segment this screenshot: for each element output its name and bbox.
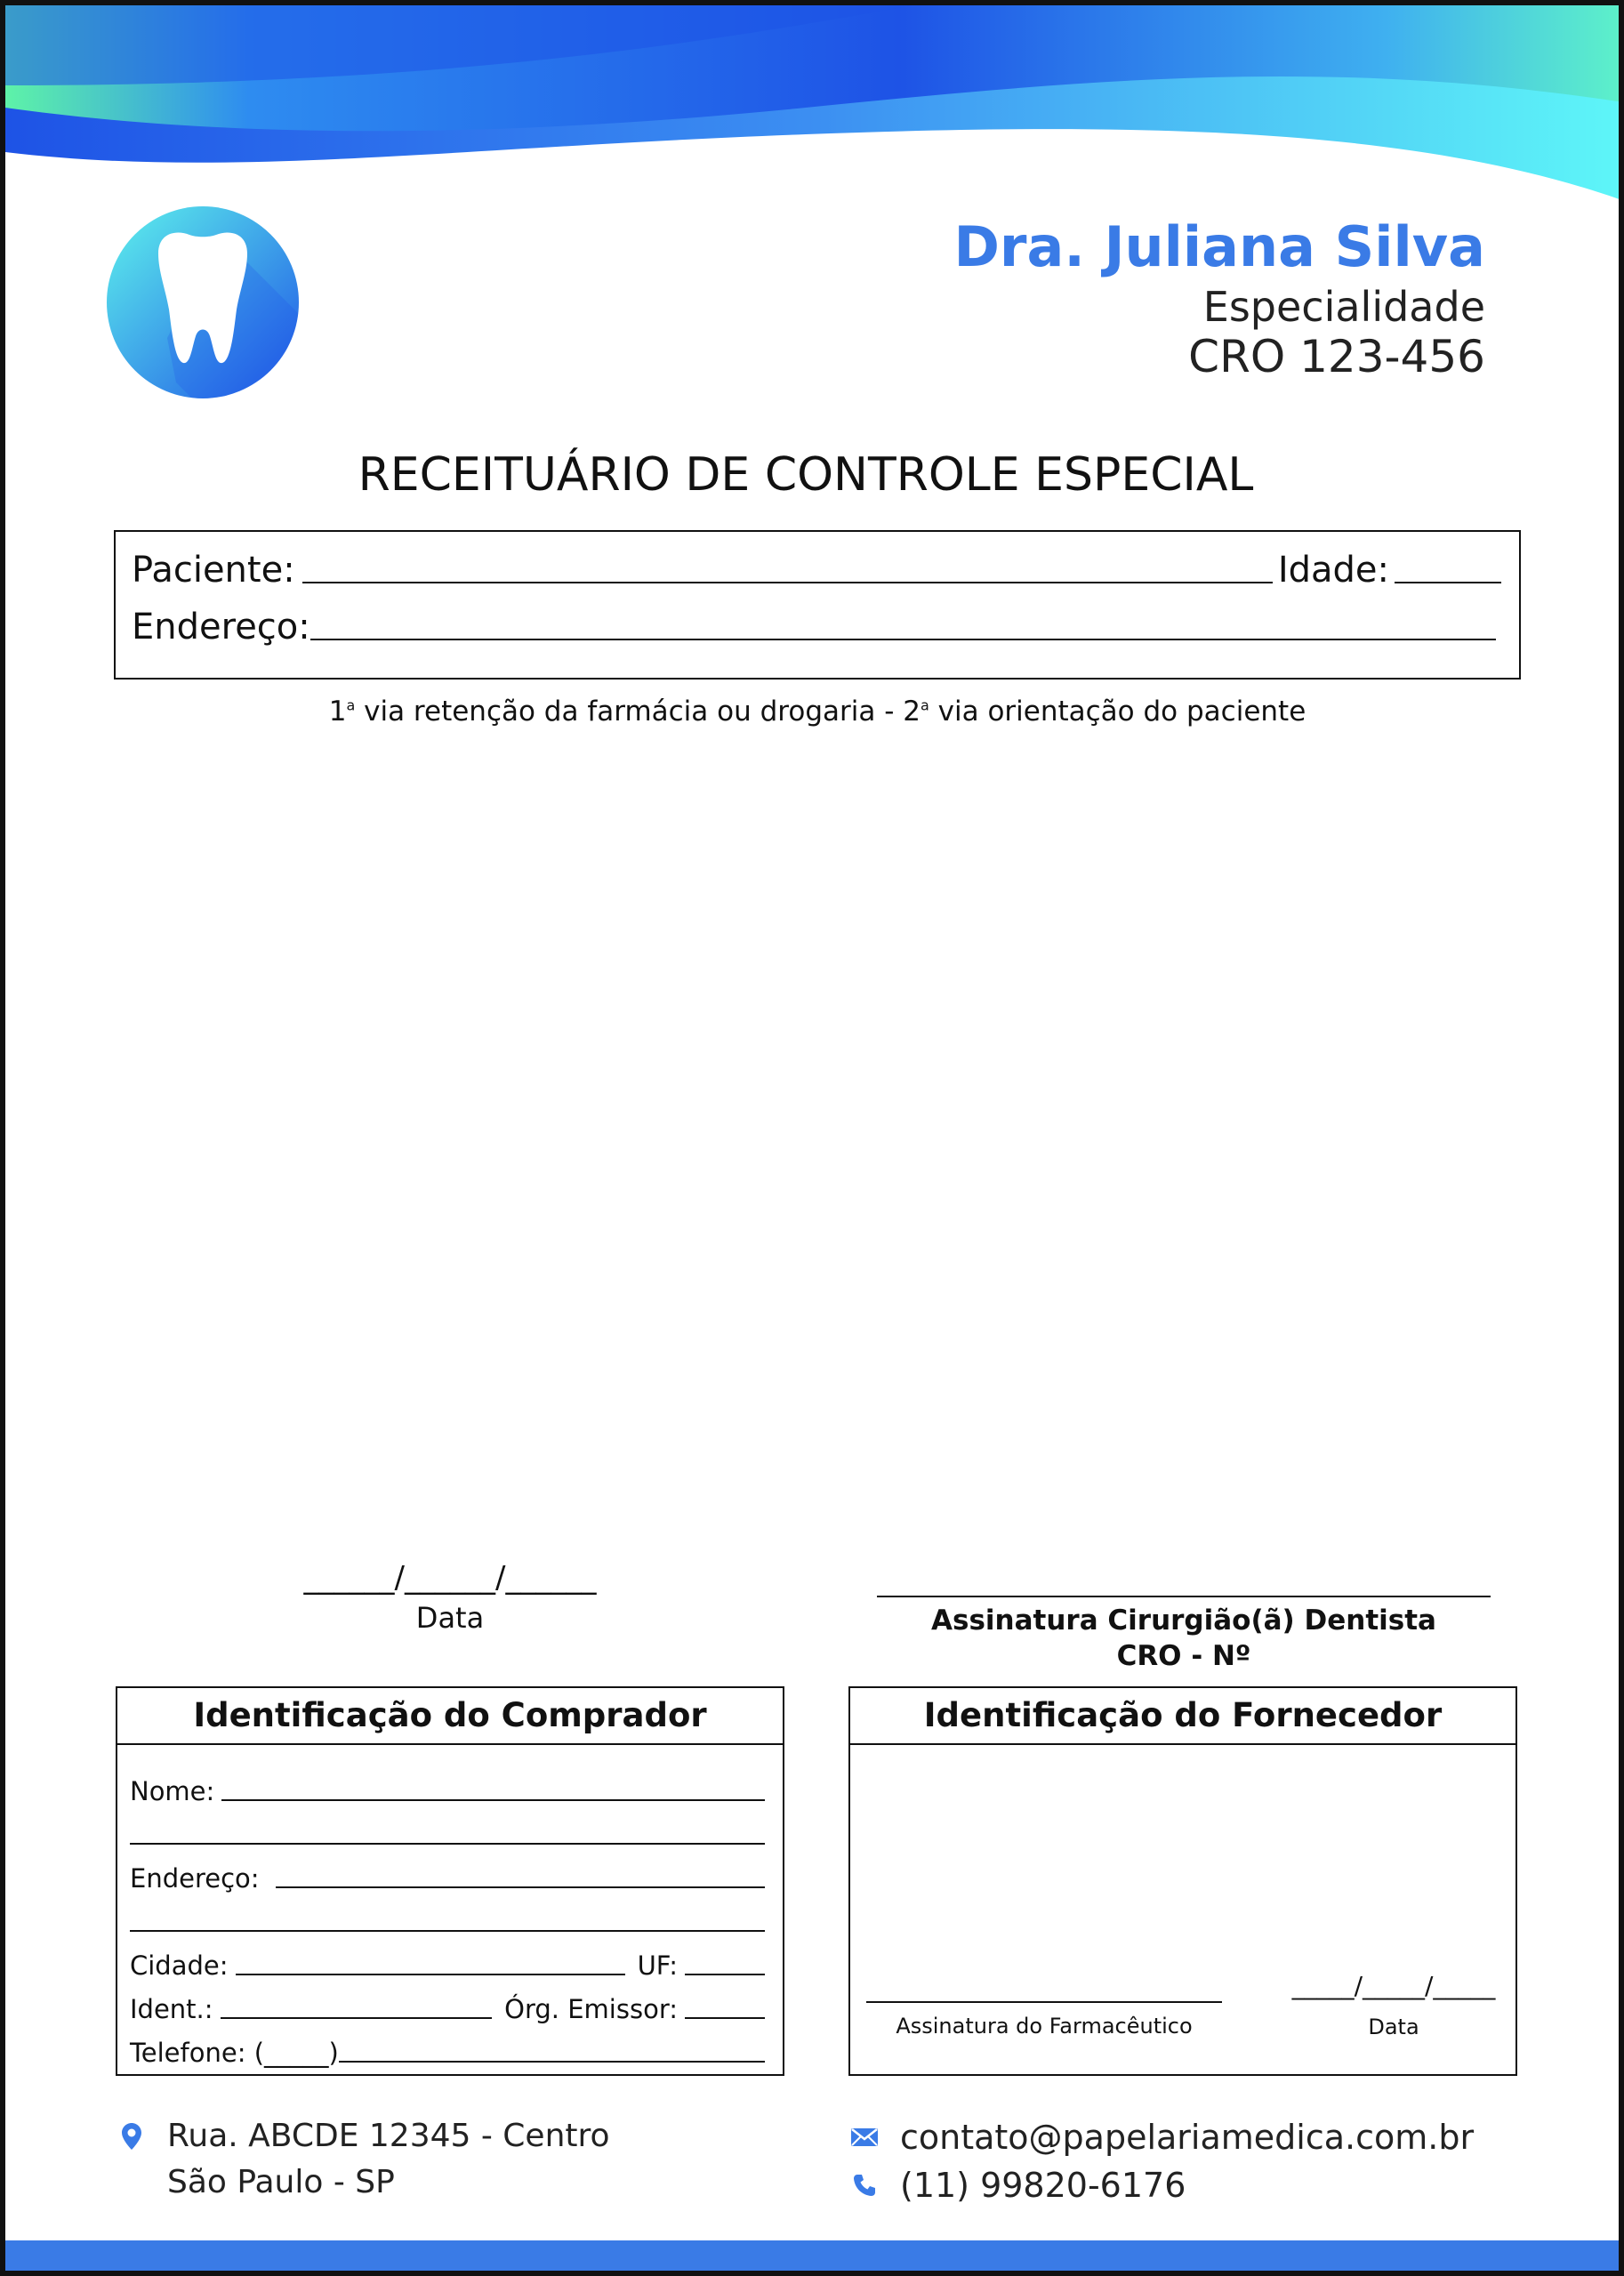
age-label: Idade: — [1277, 550, 1389, 591]
buyer-phone-field[interactable] — [339, 2057, 765, 2063]
patient-label: Paciente: — [132, 550, 295, 591]
footer-email-row — [848, 2113, 1474, 2161]
pharmacist-signature-block — [866, 1998, 1222, 2039]
via-note-part2: via retenção da farmácia ou drogaria - 2 — [355, 696, 921, 728]
patient-box — [114, 530, 1521, 680]
address-row — [132, 607, 1501, 647]
via-note-part3: via orientação do paciente — [929, 696, 1306, 728]
dentist-signature-line[interactable] — [877, 1560, 1491, 1597]
location-pin-icon — [116, 2123, 148, 2150]
buyer-panel-title: Identificação do Comprador — [117, 1688, 783, 1745]
buyer-address-label: Endereço: — [130, 1863, 260, 1894]
buyer-phone-label: Telefone: (_____) — [130, 2038, 339, 2068]
doctor-info — [953, 214, 1485, 383]
footer-phone-row — [848, 2161, 1474, 2209]
footer-address-line2: São Paulo - SP — [167, 2164, 395, 2200]
phone-icon — [848, 2174, 880, 2197]
footer-address-row — [116, 2113, 610, 2159]
buyer-name-row-2 — [130, 1806, 765, 1850]
patient-name-field[interactable] — [302, 578, 1273, 583]
logo — [105, 205, 301, 400]
doctor-cro: CRO 123-456 — [1188, 331, 1485, 383]
via-note-part1: 1 — [328, 696, 347, 728]
supplier-date-field[interactable]: _____/_____/_____ — [1291, 1971, 1496, 2000]
supplier-date-block — [1290, 1971, 1498, 2039]
date-block — [272, 1560, 628, 1635]
via-note-sup2: a — [920, 696, 929, 714]
footer-city-row — [116, 2159, 610, 2206]
age-field[interactable] — [1395, 578, 1501, 583]
patient-row — [132, 550, 1501, 591]
buyer-panel — [116, 1686, 784, 2076]
supplier-panel — [848, 1686, 1517, 2076]
buyer-address-row-2 — [130, 1894, 765, 1937]
buyer-name-field-2[interactable] — [130, 1839, 765, 1845]
buyer-uf-label: UF: — [637, 1950, 678, 1981]
buyer-city-row — [130, 1937, 765, 1981]
buyer-ident-label: Ident.: — [130, 1994, 213, 2024]
footer-contact — [848, 2113, 1474, 2209]
date-field[interactable]: ______/______/______ — [303, 1560, 597, 1596]
date-label: Data — [415, 1601, 485, 1635]
dentist-signature-label: Assinatura Cirurgião(ã) Dentista — [931, 1604, 1436, 1637]
header-wave — [5, 5, 1624, 219]
footer-phone[interactable]: (11) 99820-6176 — [900, 2166, 1186, 2205]
buyer-name-label: Nome: — [130, 1776, 215, 1806]
address-label: Endereço: — [132, 607, 310, 647]
buyer-name-field[interactable] — [221, 1796, 765, 1801]
form-title: RECEITUÁRIO DE CONTROLE ESPECIAL — [358, 448, 1254, 502]
buyer-address-field-2[interactable] — [130, 1926, 765, 1932]
cro-number-label: CRO - Nº — [1116, 1640, 1251, 1673]
buyer-ident-row — [130, 1981, 765, 2024]
envelope-icon — [848, 2128, 880, 2146]
footer-email[interactable]: contato@papelariamedica.com.br — [900, 2118, 1475, 2157]
buyer-address-field[interactable] — [276, 1883, 765, 1888]
buyer-city-label: Cidade: — [130, 1950, 229, 1981]
buyer-address-row — [130, 1850, 765, 1894]
pharmacist-signature-label: Assinatura do Farmacêutico — [896, 2014, 1193, 2039]
doctor-specialty: Especialidade — [1202, 283, 1485, 332]
via-note — [5, 696, 1624, 728]
buyer-fields — [130, 1763, 765, 2068]
doctor-name: Dra. Juliana Silva — [953, 214, 1485, 279]
buyer-issuer-field[interactable] — [685, 2014, 765, 2019]
footer-address-line1: Rua. ABCDE 12345 - Centro — [167, 2118, 610, 2154]
buyer-ident-field[interactable] — [221, 2014, 493, 2019]
address-field[interactable] — [310, 635, 1496, 640]
via-note-sup1: a — [346, 696, 356, 714]
supplier-panel-title: Identificação do Fornecedor — [850, 1688, 1515, 1745]
pharmacist-signature-line[interactable] — [866, 1998, 1222, 2003]
footer-address — [116, 2113, 610, 2206]
buyer-issuer-label: Órg. Emissor: — [504, 1994, 678, 2024]
supplier-date-label: Data — [1368, 2015, 1419, 2039]
buyer-uf-field[interactable] — [685, 1970, 765, 1975]
footer-bar — [5, 2240, 1619, 2271]
buyer-phone-row — [130, 2024, 765, 2068]
buyer-city-field[interactable] — [236, 1970, 625, 1975]
buyer-name-row — [130, 1763, 765, 1806]
dentist-signature-block — [859, 1560, 1508, 1675]
